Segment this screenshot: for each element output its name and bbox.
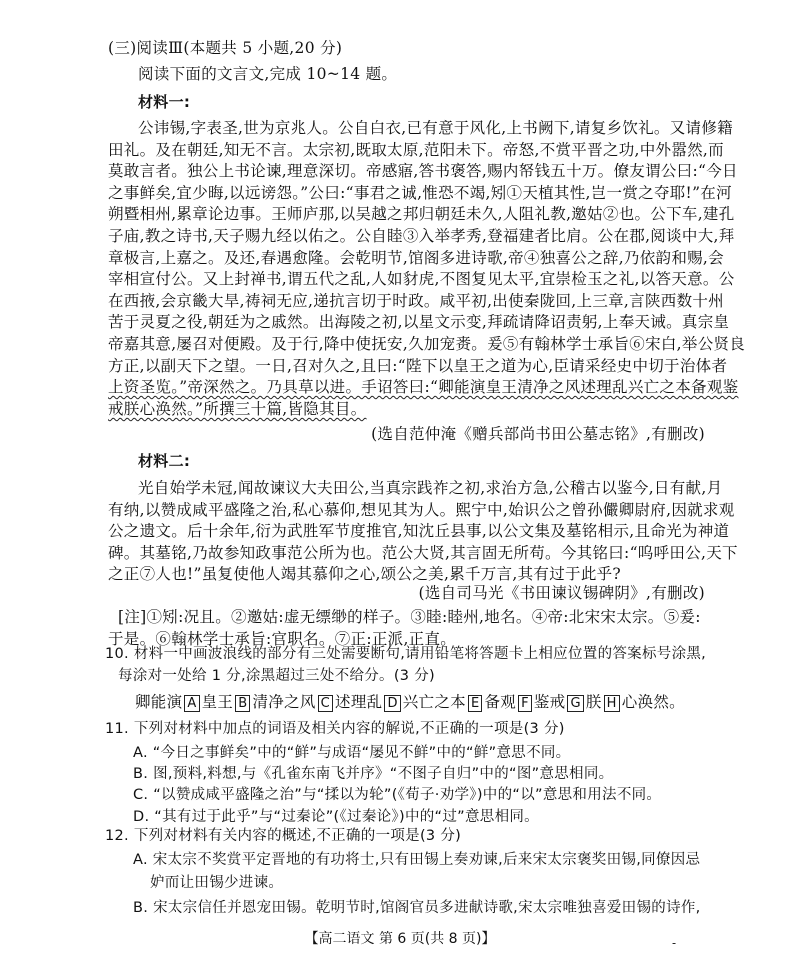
answer-box-c: C — [318, 695, 333, 712]
q11-option: D. “其有过于此乎”与“过秦论”(《过秦论》)中的“过”意思相同。 — [133, 808, 539, 825]
answer-box-g: G — [567, 695, 583, 712]
material2-label: 材料二: — [138, 452, 191, 470]
material1-line: 子庙,教之诗书,天子赐九经以佑之。公自睦③入举孝秀,登福建者比肩。公在郡,阅谈中大,拜 — [108, 227, 735, 245]
q10-line: 10. 材料一中画波浪线的部分有三处需要断句,请用铅笔将答题卡上相应位置的答案标号涂黑, — [105, 646, 707, 662]
material1-line: 朔暨相州,累章论边事。王师庐那,以吴越之邦归朝廷未久,人阻礼教,邀姑②也。公下车,建孔 — [108, 205, 735, 224]
material1-line: 上资圣览。”帝深然之。乃具草以进。手诏答曰:“卿能演皇王清净之风述理乱兴亡之本备观鉴 — [108, 378, 739, 397]
segment-text: 备观 — [484, 693, 517, 711]
material1-label: 材料一: — [138, 93, 191, 111]
material2-line: 有纳,以赞成咸平盛隆之治,私心慕仰,想见其为人。熙宁中,始识公之曾孙儼卿尉府,因就求观 — [108, 500, 735, 519]
material1-line: 戒朕心涣然。”所撰三十篇,皆隐其目。 — [108, 399, 367, 418]
segment-text: 兴亡之本 — [402, 693, 466, 711]
segment-text: 清净之风 — [252, 693, 316, 711]
material1-line: 莫敢言者。独公上书论谏,理意深切。帝感寤,答书褒答,赐内帑钱五十万。僚友谓公曰:“今日 — [108, 162, 738, 181]
material2-line: 公之遗文。后十余年,衍为武胜军节度推官,知沈丘县事,以公文集及墓铭相示,且命光为神道 — [108, 522, 730, 541]
section-heading: (三)阅读Ⅲ(本题共 5 小题,20 分) — [108, 39, 343, 57]
material1-line: 帝嘉其意,屡召对便殿。及于行,降中使抚安,久加宠赉。爰⑤有翰林学士承旨⑥宋白,举公贤良 — [108, 335, 746, 353]
segment-text: 述理乱 — [335, 693, 383, 711]
material2-source: (选自司马光《书田谏议锡碑阴》,有删改) — [418, 584, 705, 602]
q10-sentence — [135, 692, 685, 712]
note-line: [注]①矧:况且。②邀姑:虚无缥缈的样子。③睦:睦州,地名。④帝:北宋宋太宗。⑤爰: — [118, 608, 701, 626]
segment-text: 皇王 — [201, 693, 234, 711]
q12-stem: 12. 下列对材料有关内容的概述,不正确的一项是(3 分) — [105, 828, 462, 844]
q12-option: B. 宋太宗信任并恩宠田锡。乾明节时,馆阁官员多进献诗歌,宋太宗唯独喜爱田锡的诗作, — [133, 900, 701, 916]
q11-option: C. “以赞成咸平盛隆之治”与“揉以为轮”(《荀子·劝学》)中的“以”意思和用法不同。 — [133, 787, 662, 804]
q11-stem: 11. 下列对材料中加点的词语及相关内容的解说,不正确的一项是(3 分) — [105, 721, 565, 737]
answer-box-e: E — [468, 695, 483, 712]
material1-line: 田礼。及在朝廷,知无不言。太宗初,既取太原,范阳未下。帝怒,不赏平晋之功,中外嚣然,而 — [108, 140, 724, 159]
material1-line: 宰相宣付公。又上封禅书,谓五代之乱,人如豺虎,不图复见太平,宜崇检玉之礼,以答天意。公 — [108, 270, 735, 289]
note-line: 于是。⑥翰林学士承旨:官职名。⑦正:正派,正直。 — [108, 629, 457, 648]
q11-option: B. 图,预料,料想,与《孔雀东南飞并序》“不图子自归”中的“图”意思相同。 — [133, 766, 614, 783]
material1-line: 在西掖,会京畿大旱,祷祠无应,递抗言切于时政。咸平初,出使秦陇回,上三章,言陕西数十州 — [108, 291, 724, 310]
answer-box-d: D — [384, 695, 400, 712]
material2-line: 碑。其墓铭,乃故参知政事范公所为也。范公大贤,其言固无所苟。今其铭曰:“呜呼田公,天下 — [108, 543, 738, 562]
page-footer: 【高二语文 第 6 页(共 8 页)】 — [304, 931, 496, 947]
corner-mark: - — [672, 936, 677, 950]
answer-box-f: F — [518, 695, 532, 712]
q10-prefix: 卿能演 — [135, 693, 183, 711]
answer-box-a: A — [184, 695, 199, 712]
material1-line: 苦于灵夏之役,朝廷为之戚然。出海陵之初,以星文示变,拜疏请降诏责躬,上奉天诫。真宗皇 — [108, 313, 730, 332]
section-instruction: 阅读下面的文言文,完成 10~14 题。 — [138, 65, 398, 83]
q10-line: 每涂对一处给 1 分,涂黑超过三处不给分。(3 分) — [118, 668, 435, 684]
answer-box-b: B — [235, 695, 250, 712]
material2-line: 之正⑦人也!”虽复使他人竭其慕仰之心,颂公之美,累千万言,其有过于此乎? — [108, 565, 622, 584]
answer-box-h: H — [604, 695, 620, 712]
q12-option: 妒而让田锡少进谏。 — [150, 875, 284, 891]
material2-line: 光自始学未冠,闻故谏议大夫田公,当真宗践祚之初,求治方急,公稽古以鉴今,日有献,月 — [138, 479, 723, 497]
segment-text: 朕 — [585, 693, 602, 711]
material1-line: 方正,以副天下之望。一日,召对久之,且曰:“陛下以皇王之道为心,臣请采经史中切于治体者 — [108, 356, 728, 375]
material1-line: 公讳锡,字表圣,世为京兆人。公自白衣,已有意于风化,上书阙下,请复乡饮礼。又请修籍 — [138, 119, 733, 137]
segment-text: 鉴戒 — [533, 693, 566, 711]
material1-line: 之事鲜矣,宜少晦,以远谤怨。”公曰:“事君之诚,惟恐不竭,矧①天植其性,岂一赏之夺耶!”在河 — [108, 183, 732, 202]
material1-source: (选自范仲淹《赠兵部尚书田公墓志铭》,有删改) — [371, 425, 705, 443]
q12-option: A. 宋太宗不奖赏平定晋地的有功将士,只有田锡上奏劝谏,后来宋太宗褒奖田锡,同僚因忌 — [133, 852, 701, 868]
q11-option: A. “今日之事鲜矣”中的“鲜”与成语“屡见不鲜”中的“鲜”意思不同。 — [133, 745, 571, 761]
material1-line: 章极言,上嘉之。及还,春遇愈隆。会乾明节,馆阁多进诗歌,帝④独喜公之辞,乃依韵和赐,会 — [108, 248, 724, 267]
segment-text: 心涣然。 — [621, 693, 685, 711]
